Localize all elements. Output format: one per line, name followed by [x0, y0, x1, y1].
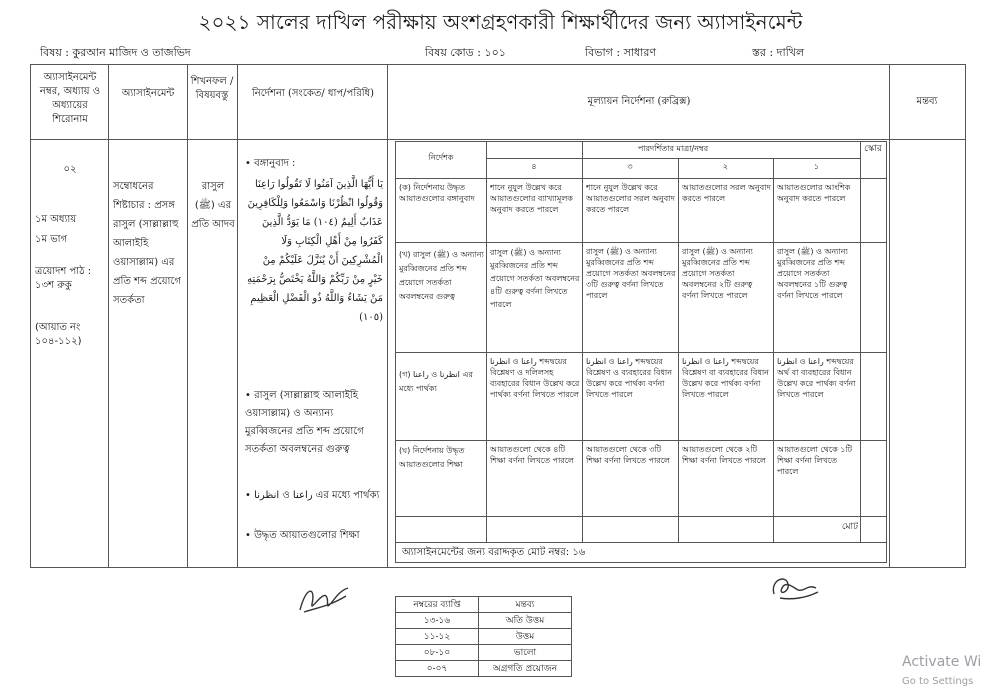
rubric-levels-header: পারদর্শিতার মাত্রা/নম্বর	[637, 144, 709, 153]
grade-row	[396, 645, 572, 661]
rubric-indicator: (খ) রাসুল (ﷺ) ও অন্যান্য মুরব্বিজনের প্রতি শব্দ প্রয়োগে সতর্কতা অবলম্বনের গুরুত্ব	[399, 250, 484, 301]
divider	[187, 65, 188, 567]
activate-windows-watermark: Activate Wi	[902, 654, 982, 670]
grade-table-header	[396, 597, 572, 613]
rubric-score-header: স্কোর	[864, 144, 882, 154]
rubric-cell: রাসুল (ﷺ) ও অন্যান্য মুরব্বিজনের প্রতি শব্দ প্রয়োগে সতর্কতা অবলম্বনের ৩টি গুরুত্ব বর্ণনা লিখতে পারলে	[586, 247, 676, 300]
divider	[889, 65, 890, 567]
part-label: ১ম ভাগ	[35, 234, 68, 245]
subject-code: বিষয় কোড : ১০১	[425, 46, 506, 59]
verses-label: (আয়াত নং ১০৪-১১২)	[35, 322, 82, 347]
divider	[108, 65, 109, 567]
header-learning-outcome: শিখনফল / বিষয়বস্তু	[190, 76, 234, 101]
rubric-cell: আয়াতগুলো থেকে ৩টি শিক্ষা বর্ণনা লিখতে পারলে	[586, 445, 670, 465]
grade-table	[395, 596, 572, 677]
grade-header-range: নম্বরের ব্যাপ্তি	[396, 597, 479, 613]
rubric-cell: আয়াতগুলো থেকে ১টি শিক্ষা বর্ণনা লিখতে পারলে	[777, 445, 853, 476]
assignment-table	[30, 64, 966, 568]
quranic-verses: يَا أَيُّهَا الَّذِينَ آمَنُوا لَا تَقُولُوا رَاعِنَا وَقُولُوا انْظُرْنَا وَاسْمَعُوا وَلِلْكَافِرِينَ عَذَابٌ أَلِيمٌ (١٠٤) مَا يَوَدُّ الَّذِينَ كَفَرُوا مِنْ أَهْلِ الْكِتَابِ وَلَا الْمُشْرِكِينَ أَنْ يُنَزَّلَ عَلَيْكُمْ مِنْ خَيْرٍ مِنْ رَبِّكُمْ وَاللَّهُ يَخْتَصُّ بِرَحْمَتِهِ مَنْ يَشَاءُ وَاللَّهُ ذُو الْفَضْلِ الْعَظِيمِ (١٠٥)	[247, 179, 383, 323]
divider	[387, 65, 388, 567]
subject-label: বিষয় : কুরআন মাজিদ ও তাজভিদ	[40, 46, 191, 59]
instruction-difference: • انظرنا ও راعنا এর মধ্যে পার্থক্য	[245, 490, 380, 501]
grade-row	[396, 629, 572, 645]
grade-range: ১৩-১৬	[396, 613, 479, 629]
divider	[396, 542, 886, 543]
divider	[486, 142, 487, 542]
rubric-indicator: (গ) راعنا ও انظرنا এর মধ্যে পার্থক্য	[399, 370, 473, 393]
header-remarks: মন্তব্য	[916, 96, 938, 107]
divider	[396, 440, 886, 441]
grade-range: ০৮-১০	[396, 645, 479, 661]
divider	[396, 352, 886, 353]
rubric-cell: রাসুল (ﷺ) ও অন্যান্য মুরব্বিজনের প্রতি শব্দ প্রয়োগে সতর্কতা অবলম্বনের ১টি গুরুত্ব বর্ণনা লিখতে পারলে	[777, 247, 848, 300]
grade-range: ০-০৭	[396, 661, 479, 677]
rubric-cell: আয়াতগুলোর সরল অনুবাদ করতে পারলে	[682, 183, 771, 203]
rubric-cell: শানে নুযুল উল্লেখ করে আয়াতগুলোর ব্যাখ্যামূলক অনুবাদ করতে পারলে	[490, 183, 573, 214]
instruction-lessons: • উদ্ধৃত আয়াতগুলোর শিক্ষা	[245, 530, 360, 541]
divider	[31, 139, 965, 140]
go-to-settings-watermark: Go to Settings	[902, 676, 974, 687]
rubric-cell: রাসুল (ﷺ) ও অন্যান্য মুরব্বিজনের প্রতি শব্দ প্রয়োগে সতর্কতা অবলম্বনের ২টি গুরুত্ব বর্ণনা লিখতে পারলে	[682, 247, 753, 300]
rubric-level-2: ২	[722, 162, 729, 171]
rubric-cell: انظرنا ও راعنا শব্দদ্বয়ের বিশ্লেষণ বা ব্যবহারের বিধান উল্লেখ করে পার্থক্য বর্ণনা লিখতে পারলে	[682, 357, 769, 399]
rubric-level-4: ৪	[531, 162, 537, 171]
rubric-cell: শানে নুযুল উল্লেখ করে আয়াতগুলোর সরল অনুবাদ করতে পারলে	[586, 183, 675, 214]
divider	[396, 178, 886, 179]
rubric-allotted-marks: অ্যাসাইনমেন্টের জন্য বরাদ্দকৃত মোট নম্বর: ১৬	[402, 547, 586, 558]
header-evaluation: মূল্যায়ন নির্দেশনা (রুব্রিক্স)	[587, 96, 691, 107]
level-label: স্তর : দাখিল	[752, 46, 805, 59]
instruction-lessons-text: উদ্ধৃত আয়াতগুলোর শিক্ষা	[254, 530, 360, 541]
divider	[237, 65, 238, 567]
grade-range: ১১-১২	[396, 629, 479, 645]
division-label: বিভাগ : সাধারণ	[585, 46, 657, 59]
instruction-translation: • বঙ্গানুবাদ :	[245, 158, 296, 169]
grade-row	[396, 661, 572, 677]
rubric-cell: انظرنا ও راعنا শব্দদ্বয়ের বিশ্লেষণ ও দলিলসহ ব্যবহারের বিধান উল্লেখ করে পার্থক্য বর্ণনা লিখতে পারলে	[490, 357, 580, 399]
lesson-label: ত্রয়োদশ পাঠ : ১৩শ রুকু	[35, 266, 92, 291]
divider	[773, 158, 774, 542]
assignment-topic: সম্বোধনের শিষ্টাচার : প্রসঙ্গ রাসুল (সাল্লাল্লাহু আলাইহি ওয়াসাল্লাম) এর প্রতি শব্দ প্রয়োগে সতর্কতা	[113, 181, 181, 306]
instruction-caution: • রাসুল (সাল্লাল্লাহু আলাইহি ওয়াসাল্লাম) ও অন্যান্য মুরব্বিজনের প্রতি শব্দ প্রয়োগে সতর্কতা অবলম্বনের গুরুত্ব	[245, 390, 364, 455]
rubric-total-label: মোট	[841, 522, 858, 532]
document-title: ২০২১ সালের দাখিল পরীক্ষায় অংশগ্রহণকারী শিক্ষার্থীদের জন্য অ্যাসাইনমেন্ট	[198, 10, 803, 34]
rubric-cell: আয়াতগুলোর আংশিক অনুবাদ করতে পারলে	[777, 183, 851, 203]
rubric-table	[395, 141, 887, 563]
header-assignment: অ্যাসাইনমেন্ট	[121, 88, 175, 99]
grade-header-remark: মন্তব্য	[479, 597, 572, 613]
rubric-indicator: (ক) নির্দেশনায় উদ্ধৃত আয়াতগুলোর বঙ্গানুবাদ	[399, 183, 475, 203]
grade-remark: অতি উত্তম	[479, 613, 572, 629]
rubric-cell: انظرنا ও راعنا শব্দদ্বয়ের বিশ্লেষণ ও ব্যবহারের বিধান উল্লেখ করে পার্থক্য বর্ণনা লিখতে পারলে	[586, 357, 673, 399]
rubric-cell: আয়াতগুলো থেকে ২টি শিক্ষা বর্ণনা লিখতে পারলে	[682, 445, 766, 465]
instruction-difference-text: انظرنا ও راعنا এর মধ্যে পার্থক্য	[254, 490, 380, 501]
instruction-translation-title: বঙ্গানুবাদ :	[254, 158, 296, 169]
instruction-caution-text: রাসুল (সাল্লাল্লাহু আলাইহি ওয়াসাল্লাম) ও অন্যান্য মুরব্বিজনের প্রতি শব্দ প্রয়োগে সতর্কতা অবলম্বনের গুরুত্ব	[245, 390, 364, 455]
grade-remark: অগ্রগতি প্রয়োজন	[479, 661, 572, 677]
divider	[860, 142, 861, 542]
signature-right	[768, 570, 822, 604]
grade-remark: উত্তম	[479, 629, 572, 645]
rubric-indicator: (ঘ) নির্দেশনায় উদ্ধৃত আয়াতগুলোর শিক্ষা	[399, 446, 465, 469]
header-assignment-number: অ্যাসাইনমেন্ট নম্বর, অধ্যায় ও অধ্যায়ের শিরোনাম	[39, 72, 101, 125]
grade-row	[396, 613, 572, 629]
divider	[582, 142, 583, 542]
rubric-indicator-header: নির্দেশক	[428, 153, 454, 162]
assignment-number: ০২	[63, 164, 77, 175]
rubric-level-1: ১	[813, 162, 820, 171]
rubric-level-3: ৩	[627, 162, 633, 171]
divider	[396, 242, 886, 243]
divider	[486, 158, 860, 159]
grade-remark: ভালো	[479, 645, 572, 661]
rubric-cell: রাসুল (ﷺ) ও অন্যান্য মুরব্বিজনের প্রতি শব্দ প্রয়োগে সতর্কতা অবলম্বনের ৪টি গুরুত্ব বর্ণনা লিখতে পারলে	[490, 248, 580, 309]
divider	[678, 158, 679, 542]
learning-outcome: রাসুল (ﷺ) এর প্রতি আদব	[191, 181, 235, 230]
divider	[396, 516, 886, 517]
signature-left	[296, 582, 354, 618]
chapter-label: ১ম অধ্যায়	[35, 214, 77, 225]
header-instructions: নির্দেশনা (সংকেত/ ধাপ/পরিধি)	[251, 88, 375, 99]
rubric-cell: انظرنا ও راعنا শব্দদ্বয়ের অর্থ বা ব্যবহারের বিধান উল্লেখ করে পার্থক্য বর্ণনা লিখতে পারলে	[777, 357, 856, 399]
rubric-cell: আয়াতগুলো থেকে ৪টি শিক্ষা বর্ণনা লিখতে পারলে	[490, 445, 574, 465]
